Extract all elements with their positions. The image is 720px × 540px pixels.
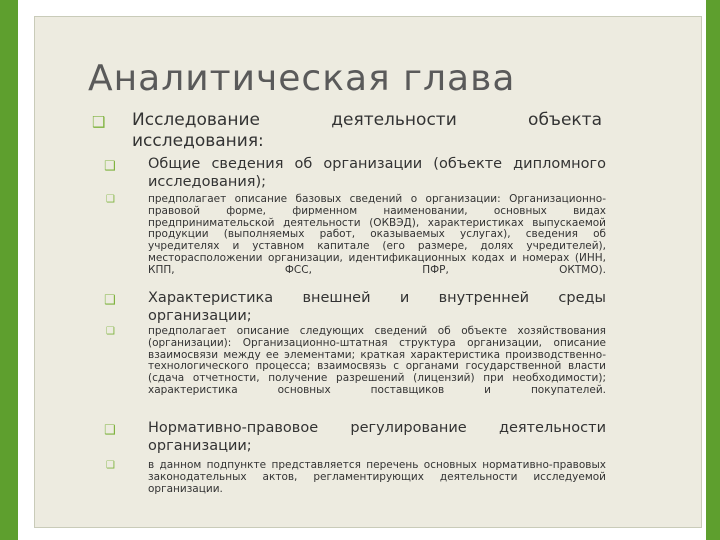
square-bullet-icon: ❑ — [106, 194, 115, 205]
square-bullet-icon: ❑ — [92, 113, 106, 131]
list-item: Нормативно-правовое регулирование деятельности организации; — [148, 420, 606, 454]
list-item: Характеристика внешней и внутренней среды организации; — [148, 290, 606, 324]
list-item: предполагает описание следующих сведений об объекте хозяйствования (организации): Организационно-штатная структура организации, описание взаимосвязи между ее элементами; краткая характеристика производственно-технологического процесса; взаимосвязь с органами государственной власти (сдача отчетности, получение разрешений (лицензий) при необходимости); характеристика основных поставщиков и покупателей. — [148, 325, 606, 396]
square-bullet-icon: ❑ — [104, 293, 116, 308]
list-item: предполагает описание базовых сведений о организации: Организационно-правовой форме, фирменном наименовании, основных видах предпринимательской деятельности (ОКВЭД), характеристиках выпускаемой продукции (выполняемых работ, оказываемых услугах), сведения об учредителях и уставном капитале (его размере, долях учредителей), месторасположении организации, идентификационных кодах и номерах (ИНН, КПП, ФСС, ПФР, ОКТМО). — [148, 193, 606, 276]
square-bullet-icon: ❑ — [104, 159, 116, 174]
slide-title: Аналитическая глава — [88, 58, 516, 99]
list-item: Исследование деятельности объекта исследования: — [132, 110, 602, 151]
left-accent-bar — [0, 0, 18, 540]
square-bullet-icon: ❑ — [106, 326, 115, 337]
right-accent-bar — [706, 0, 720, 540]
list-item: в данном подпункте представляется перечень основных нормативно-правовых законодательных актов, регламентирующих деятельности исследуемой организации. — [148, 459, 606, 495]
list-item: Общие сведения об организации (объекте дипломного исследования); — [148, 156, 606, 190]
square-bullet-icon: ❑ — [106, 460, 115, 471]
square-bullet-icon: ❑ — [104, 423, 116, 438]
